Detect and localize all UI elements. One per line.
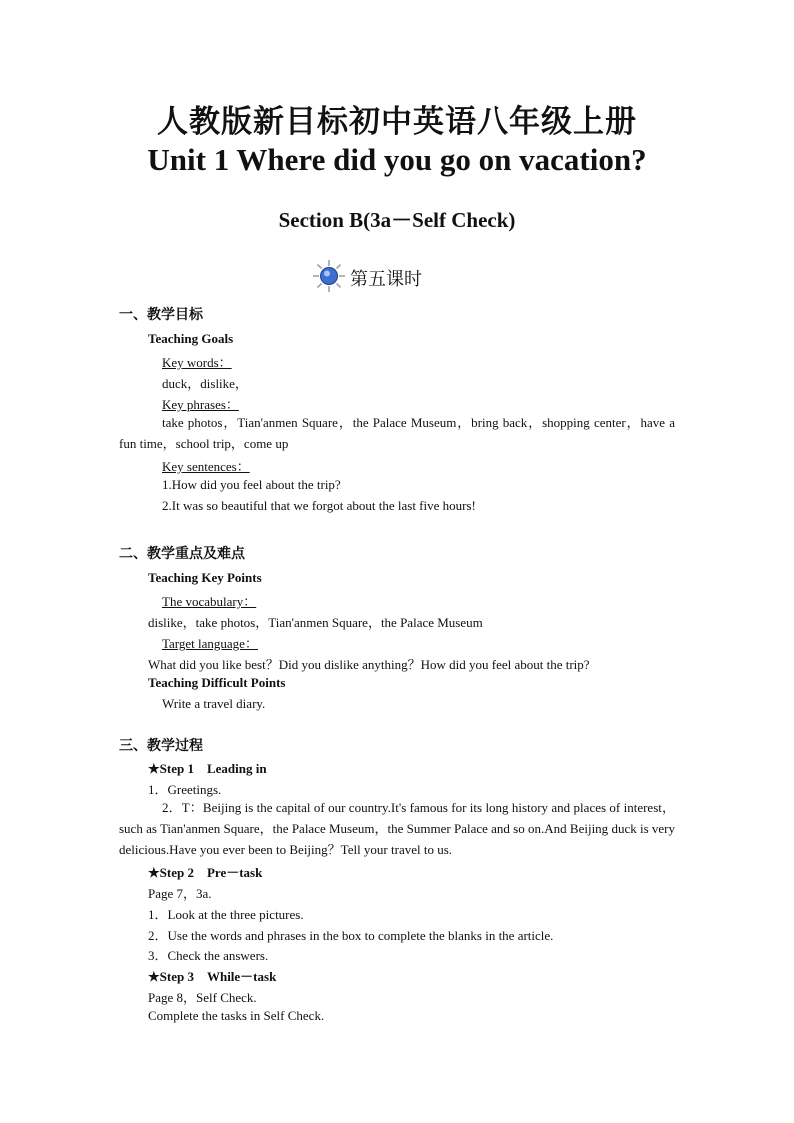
step-2-item-2: 2．Use the words and phrases in the box to complete the blanks in the article. (148, 928, 554, 943)
step-1-title: ★Step 1 Leading in (148, 761, 267, 776)
vocabulary: dislike，take photos，Tian'anmen Square，the Palace Museum (148, 615, 483, 630)
step-1-item-2: 2．T：Beijing is the capital of our country.It's famous for its long history and places of interest，such as Tian'anmen Square，the Palace Museum，the Summer Palace and so on.And Beijing duck is very delicious.Have you ever been to Beijing？Tell your travel to us. (119, 800, 675, 857)
key-phrases: take photos，Tian'anmen Square，the Palace Museum，bring back，shopping center，have a fun time，school trip，come up (119, 415, 675, 451)
key-phrases-label: Key phrases： (162, 397, 239, 412)
heading-key-points: 二、教学重点及难点 (119, 546, 245, 562)
teaching-key-points-label: Teaching Key Points (148, 570, 262, 585)
step-3-title: ★Step 3 While－task (148, 969, 277, 984)
step-1-item-1: 1．Greetings. (148, 782, 222, 797)
step-2-title: ★Step 2 Pre－task (148, 865, 263, 880)
title-unit: Unit 1 Where did you go on vacation? (147, 142, 647, 177)
key-sentences-label: Key sentences： (162, 459, 250, 474)
heading-process: 三、教学过程 (119, 738, 203, 754)
section-title: Section B(3a－Self Check) (278, 208, 516, 232)
key-sentence-2: 2.It was so beautiful that we forgot about the last five hours! (162, 498, 476, 513)
difficult-points: Write a travel diary. (162, 696, 266, 711)
target-language-label: Target language： (162, 636, 258, 651)
lesson-label (312, 260, 422, 296)
title-chinese: 人教版新目标初中英语八年级上册 (157, 104, 637, 140)
vocabulary-label: The vocabulary： (162, 594, 257, 609)
step-2-item-1: 1．Look at the three pictures. (148, 907, 304, 922)
difficult-points-label: Teaching Difficult Points (148, 675, 286, 690)
step-2-item-3: 3．Check the answers. (148, 948, 269, 963)
heading-goals: 一、教学目标 (119, 307, 203, 323)
key-words-label: Key words： (162, 355, 232, 370)
step-3-page: Page 8，Self Check. (148, 990, 257, 1005)
sun-icon (312, 259, 346, 298)
step-2-page: Page 7，3a. (148, 886, 212, 901)
key-words: duck，dislike， (162, 376, 248, 391)
teaching-goals-label: Teaching Goals (148, 331, 234, 346)
lesson-text: 第五课时 (350, 269, 422, 290)
target-language: What did you like best？Did you dislike anything？How did you feel about the trip? (148, 657, 590, 672)
step-3-item-1: Complete the tasks in Self Check. (148, 1008, 325, 1023)
key-sentence-1: 1.How did you feel about the trip? (162, 477, 341, 492)
